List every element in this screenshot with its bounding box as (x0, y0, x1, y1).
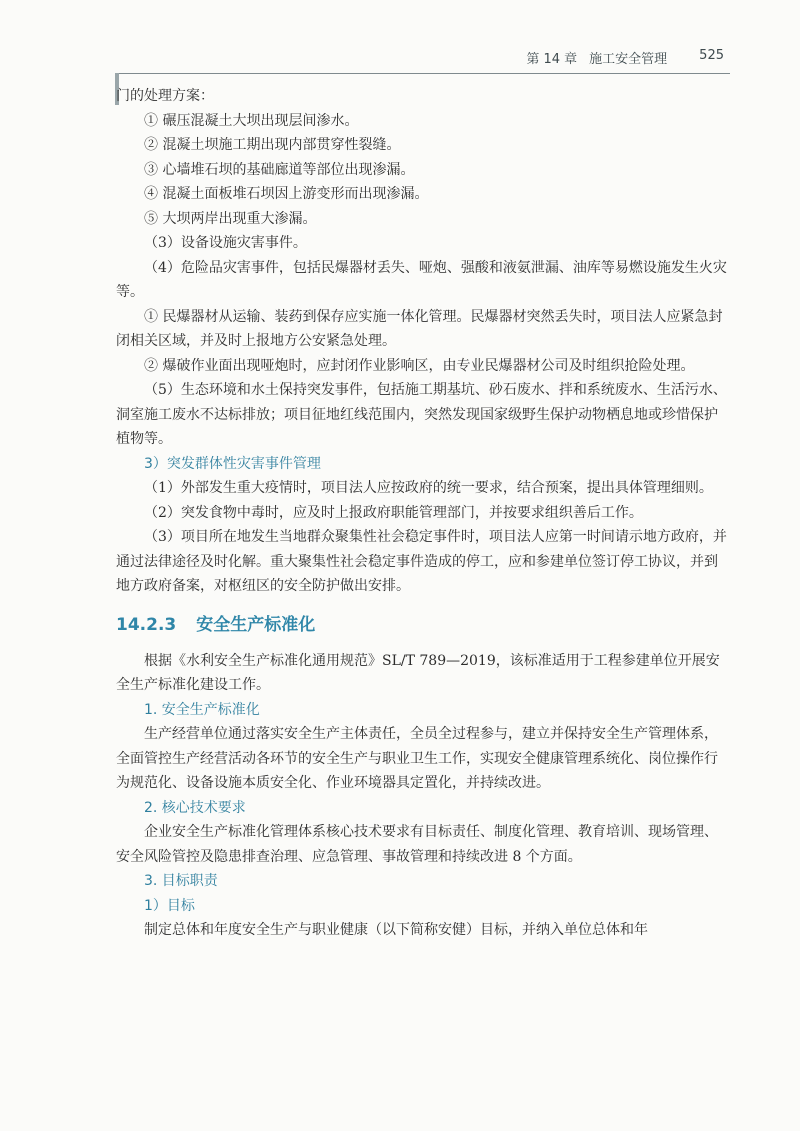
paragraph: 制定总体和年度安全生产与职业健康（以下简称安健）目标，并纳入单位总体和年 (144, 922, 648, 938)
subheading: 3. 目标职责 (144, 873, 218, 889)
section-title: 安全生产标准化 (196, 614, 316, 635)
list-item: ⑤ 大坝两岸出现重大渗漏。 (144, 210, 317, 227)
list-item: ② 混凝土坝施工期出现内部贯穿性裂缝。 (144, 137, 401, 153)
list-item: ④ 混凝土面板堆石坝因上游变形而出现渗漏。 (144, 186, 429, 202)
paragraph: （2）突发食物中毒时，应及时上报政府职能管理部门，并按要求组织善后工作。 (144, 504, 643, 521)
subheading: 1. 安全生产标准化 (144, 701, 260, 718)
page-body (116, 84, 728, 943)
paragraph: ② 爆破作业面出现哑炮时，应封闭作业影响区，由专业民爆器材公司及时组织抢险处理。 (144, 357, 695, 374)
paragraph: （1）外部发生重大疫情时，项目法人应按政府的统一要求，结合预案，提出具体管理细则。 (144, 480, 713, 496)
section-number: 14.2.3 (116, 614, 177, 635)
subheading: 2. 核心技术要求 (144, 799, 246, 816)
list-item: ① 碾压混凝土大坝出现层间渗水。 (144, 112, 359, 129)
paragraph: （3）项目所在地发生当地群众聚集性社会稳定事件时，项目法人应第一时间请示地方政府，并通过法律途径及时化解。重大聚集性社会稳定事件造成的停工，应和参建单位签订停工协议，并到地方政府备案，对枢纽区的安全防护做出安排。 (116, 529, 727, 594)
paragraph: 生产经营单位通过落实安全生产主体责任，全员全过程参与，建立并保持安全生产管理体系，全面管控生产经营活动各环节的安全生产与职业卫生工作，实现安全健康管理系统化、岗位操作行为规范化、设备设施本质安全化、作业环境器具定置化，并持续改进。 (116, 726, 718, 791)
paragraph: 企业安全生产标准化管理体系核心技术要求有目标责任、制度化管理、教育培训、现场管理、安全风险管控及隐患排查治理、应急管理、事故管理和持续改进 8 个方面。 (116, 824, 718, 865)
running-header (526, 48, 724, 67)
section-heading (116, 611, 728, 639)
paragraph: （3）设备设施灾害事件。 (144, 235, 307, 251)
paragraph: 根据《水利安全生产标准化通用规范》SL/T 789—2019，该标准适用于工程参建单位开展安全生产标准化建设工作。 (116, 652, 720, 693)
header-rule (115, 73, 730, 74)
paragraph: （5）生态环境和水土保持突发事件，包括施工期基坑、砂石废水、拌和系统废水、生活污水、洞室施工废水不达标排放；项目征地红线范围内，突然发现国家级野生保护动物栖息地或珍惜保护植物等。 (116, 382, 727, 447)
text-line: 门的处理方案： (116, 88, 214, 104)
page-number: 525 (699, 48, 724, 63)
subheading: 3）突发群体性灾害事件管理 (144, 455, 321, 472)
subheading: 1）目标 (144, 897, 195, 914)
chapter-title: 施工安全管理 (589, 52, 668, 67)
paragraph: （4）危险品灾害事件，包括民爆器材丢失、哑炮、强酸和液氨泄漏、油库等易燃设施发生火灾等。 (116, 259, 727, 300)
list-item: ③ 心墙堆石坝的基础廊道等部位出现渗漏。 (144, 161, 415, 178)
paragraph: ① 民爆器材从运输、装药到保存应实施一体化管理。民爆器材突然丢失时，项目法人应紧急封闭相关区域，并及时上报地方公安紧急处理。 (116, 308, 723, 349)
chapter-label: 第 14 章 (526, 52, 578, 67)
